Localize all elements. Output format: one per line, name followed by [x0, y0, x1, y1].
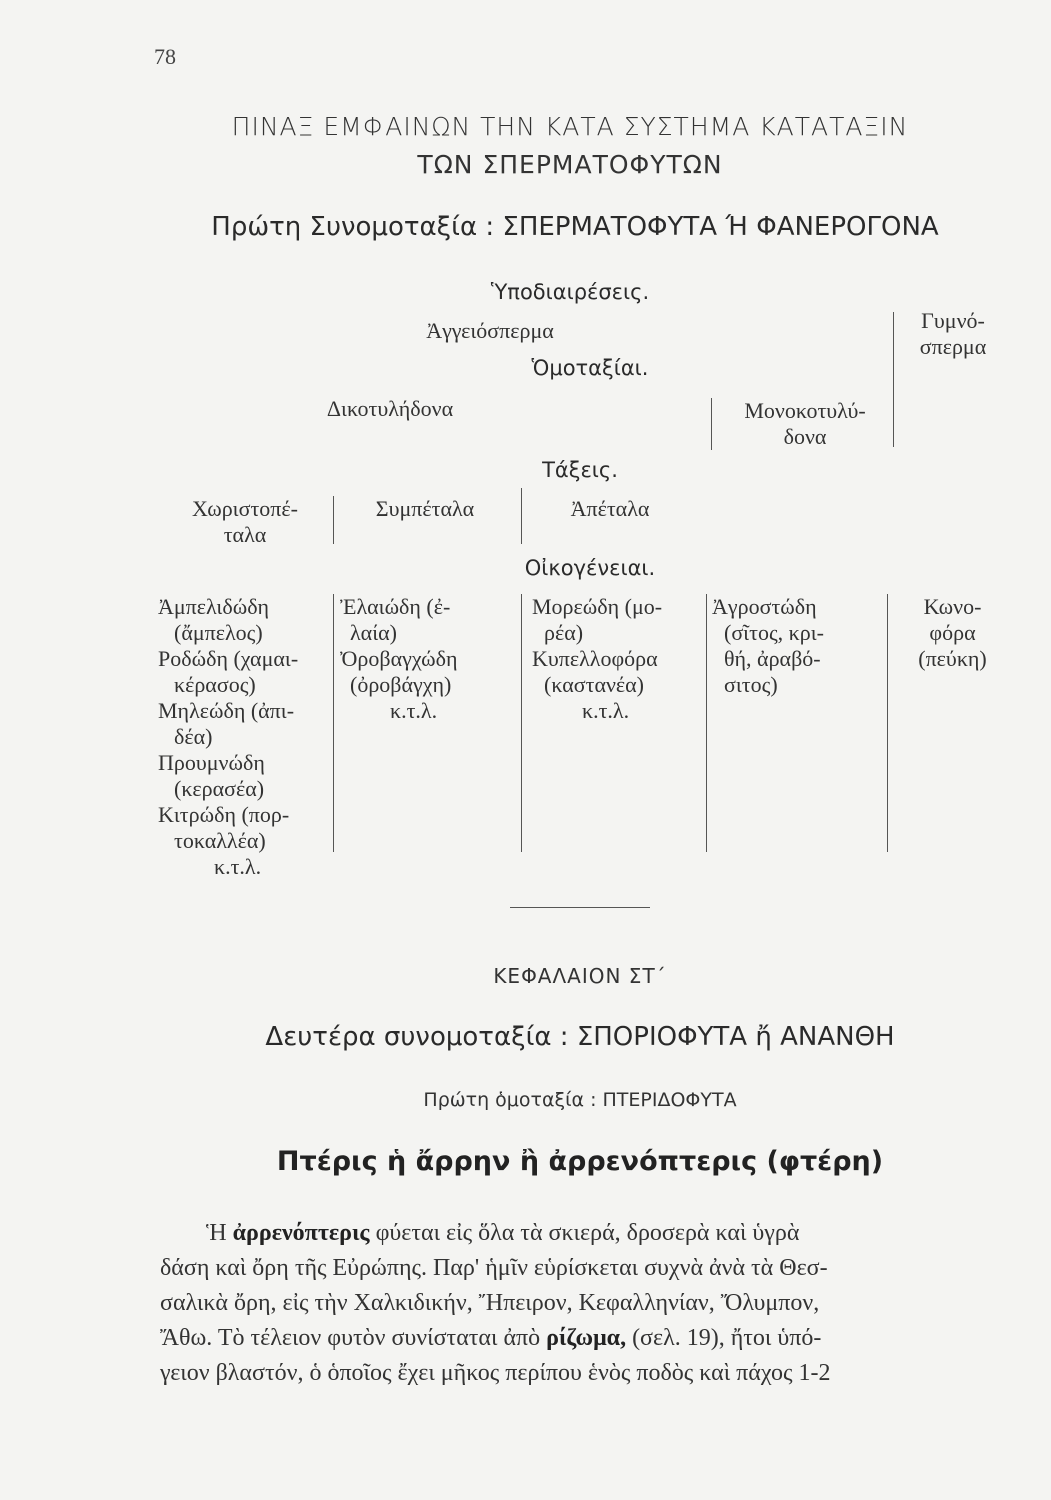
body-paragraph: [160, 1216, 1010, 1391]
apetala-label: Ἀπέταλα: [570, 496, 650, 521]
family-entry: ρέα): [544, 620, 584, 645]
monocotyledona-line2: δονα: [783, 424, 827, 449]
family-entry: κέρασος): [174, 672, 256, 697]
rule-family-4: [887, 594, 888, 852]
family-entry: Ροδώδη (χαμαι-: [158, 646, 299, 671]
rule-order-1: [333, 496, 334, 544]
gymnosperma-label: [898, 308, 1008, 360]
family-column-sympetala: [340, 594, 518, 724]
monocotyledona-line1: Μονοκοτυλύ-: [744, 398, 866, 423]
subdivisions-label: Ὑποδιαιρέσεις.: [490, 280, 650, 304]
paragraph-line-4: [160, 1321, 1010, 1356]
rule-family-3: [706, 594, 707, 852]
family-entry: λαία): [350, 620, 397, 645]
page-number: 78: [154, 44, 176, 69]
family-entry: Κωνο-: [923, 594, 982, 619]
paragraph-line-5: γειον βλαστόν, ὁ ὁποῖος ἔχει μῆκος περίπου ἑνὸς ποδὸς καὶ πάχος 1-2: [160, 1360, 831, 1386]
family-entry: κ.τ.λ.: [390, 698, 438, 723]
rule-monocot-top: [711, 398, 712, 450]
family-entry: Ὀροβαγχώδη: [340, 646, 458, 671]
section-divider: [510, 907, 650, 908]
family-column-monocotyledona: [712, 594, 884, 698]
angiosperma-label: Ἀγγειόσπερμα: [426, 318, 554, 343]
page-title-line2: ΤΩΝ ΣΠΕΡΜΑΤΟΦΥΤΩΝ: [417, 150, 723, 179]
choripetala-line2: ταλα: [223, 522, 267, 547]
paragraph-line-2: δάση καὶ ὄρη τῆς Εὐρώπης. Παρ' ἡμῖν εὑρίσκεται συχνὰ ἀνὰ τὰ Θεσ-: [160, 1255, 828, 1281]
gymnosperma-line1: Γυμνό-: [921, 308, 985, 333]
families-label: Οἰκογένειαι.: [524, 556, 656, 580]
family-entry: δέα): [174, 724, 213, 749]
family-entry: Μηλεώδη (ἀπι-: [158, 698, 295, 723]
family-entry: Ἀγροστώδη: [712, 594, 817, 619]
chapter-heading: ΚΕΦΑΛΑΙΟΝ ΣΤ΄: [493, 964, 667, 988]
gymnosperma-line2: σπερμα: [919, 334, 987, 359]
family-entry: φόρα: [929, 620, 976, 645]
choripetala-line1: Χωριστοπέ-: [192, 496, 298, 521]
family-entry: (πεύκη): [918, 646, 987, 671]
family-column-gymnosperma: [890, 594, 1015, 672]
family-entry: Ἐλαιώδη (ἐ-: [340, 594, 451, 619]
monocotyledona-label: [715, 398, 895, 450]
family-entry: Προυμνώδη: [158, 750, 265, 775]
first-group-heading: Πρώτη Συνομοταξία : ΣΠΕΡΜΑΤΟΦΥΤΑ Ή ΦΑΝΕΡΟΓΟΝΑ: [211, 212, 939, 242]
paragraph-text: Ἄθω. Τὸ τέλειον φυτὸν συνίσταται ἀπὸ: [160, 1325, 541, 1351]
rule-family-2: [521, 594, 522, 852]
family-entry: Κυπελλοφόρα: [532, 646, 658, 671]
family-column-choripetala: [158, 594, 330, 880]
classes-label: Ὁμοταξίαι.: [531, 356, 649, 380]
family-entry: (ὀροβάγχη): [350, 672, 452, 697]
page-title-line1: ΠΙΝΑΞ ΕΜΦΑΙΝΩΝ ΤΗΝ ΚΑΤΑ ΣΥΣΤΗΜΑ ΚΑΤΑΤΑΞΙΝ: [231, 112, 909, 141]
paragraph-line-1: [160, 1216, 1010, 1251]
family-entry: τοκαλλέα): [174, 828, 266, 853]
orders-label: Τάξεις.: [542, 458, 618, 482]
family-entry: θή, ἀραβό-: [724, 646, 821, 671]
choripetala-label: [160, 496, 330, 548]
family-entry: Μορεώδη (μο-: [532, 594, 663, 619]
paragraph-text: Ἡ: [206, 1220, 227, 1246]
family-entry: κ.τ.λ.: [214, 854, 262, 879]
rule-family-1: [333, 594, 334, 852]
dicotyledona-label: Δικοτυλήδονα: [326, 396, 454, 421]
family-entry: (σῖτος, κρι-: [724, 620, 824, 645]
family-entry: (κερασέα): [174, 776, 265, 801]
paragraph-text: (σελ. 19), ἤτοι ὑπό-: [632, 1325, 822, 1351]
family-entry: (καστανέα): [544, 672, 645, 697]
family-entry: Ἀμπελιδώδη: [158, 594, 270, 619]
paragraph-bold-term: ρίζωμα,: [546, 1325, 627, 1351]
paragraph-line-3: σαλικὰ ὄρη, εἰς τὴν Χαλκιδικήν, Ἤπειρον, Κεφαλληνίαν, Ὄλυμπον,: [160, 1290, 820, 1316]
paragraph-bold-term: ἀρρενόπτερις: [232, 1220, 370, 1246]
family-entry: (ἄμπελος): [174, 620, 263, 645]
family-column-apetala: [532, 594, 704, 724]
family-entry: σιτος): [724, 672, 778, 697]
rule-order-2: [521, 488, 522, 544]
family-entry: Κιτρώδη (πορ-: [158, 802, 290, 827]
paragraph-text: φύεται εἰς ὅλα τὰ σκιερά, δροσερὰ καὶ ὑγρὰ: [375, 1220, 800, 1246]
rule-gymnosperma-top: [893, 312, 894, 447]
section-title: Πτέρις ἡ ἄρρην ἢ ἀρρενόπτερις (φτέρη): [276, 1146, 884, 1177]
sympetala-label: Συμπέταλα: [375, 496, 475, 521]
class-heading: Πρώτη ὁμοταξία : ΠΤΕΡΙΔΟΦΥΤΑ: [423, 1089, 737, 1111]
second-group-heading: Δευτέρα συνομοταξία : ΣΠΟΡΙΟΦΥΤΑ ἤ ΑΝΑΝΘΗ: [265, 1022, 895, 1052]
family-entry: κ.τ.λ.: [582, 698, 630, 723]
